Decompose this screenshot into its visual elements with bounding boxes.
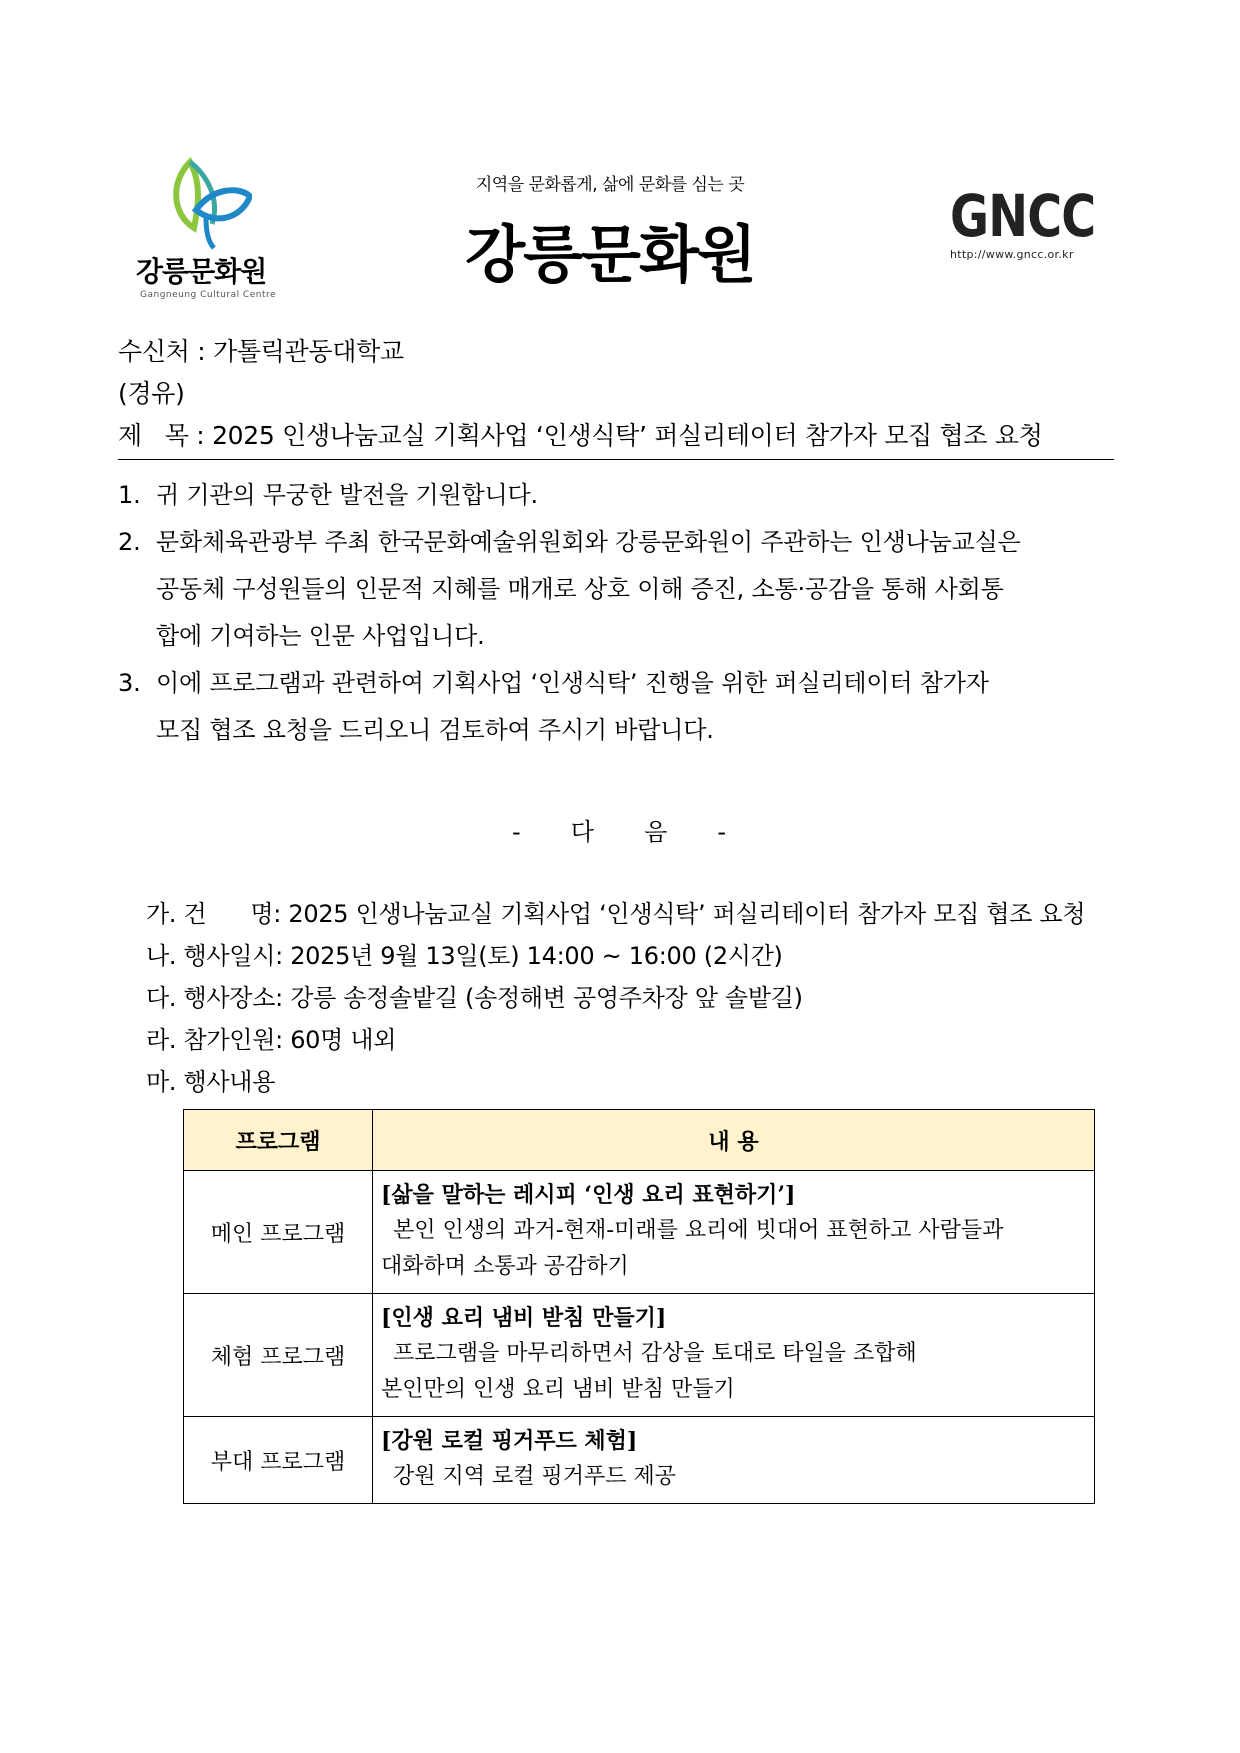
detail-event-location: 다. 행사장소: 강릉 송정솔밭길 (송정해변 공영주차장 앞 솔밭길): [146, 984, 803, 1012]
paragraph-text: 귀 기관의 무궁한 발전을 기원합니다.: [156, 481, 538, 509]
paragraph-text: 문화체육관광부 주최 한국문화예술위원회와 강릉문화원이 주관하는 인생나눔교실은: [156, 528, 1021, 556]
detail-event-content: 마. 행사내용: [146, 1068, 276, 1096]
program-description: 프로그램을 마무리하면서 감상을 토대로 타일을 조합해: [393, 1341, 917, 1366]
gncc-logo: [950, 182, 1120, 261]
table-row: [184, 1417, 1095, 1504]
leaf-logo-icon: [162, 152, 252, 252]
program-name: 체험 프로그램: [184, 1294, 373, 1417]
program-title: [삶을 말하는 레시피 ‘인생 요리 표현하기’]: [381, 1182, 796, 1208]
gncc-wordmark: GNCC: [950, 182, 1096, 250]
next-heading: - 다 음 -: [511, 818, 729, 846]
table-header-content: 내 용: [373, 1110, 1095, 1171]
letterhead-center: [430, 170, 790, 294]
via-line: (경유): [118, 379, 185, 408]
program-content: [373, 1417, 1095, 1504]
program-table: [183, 1109, 1095, 1504]
paragraph-number: 1.: [118, 481, 141, 509]
detail-event-name: 가. 건 명: 2025 인생나눔교실 기획사업 ‘인생식탁’ 퍼실리테이터 참가자 모집 협조 요청: [146, 900, 1086, 928]
program-description: 본인 인생의 과거-현재-미래를 요리에 빗대어 표현하고 사람들과: [393, 1218, 1004, 1243]
paragraph-1: [118, 472, 538, 519]
gangneung-culture-center-logo: [128, 152, 288, 302]
paragraph-number: 3.: [118, 669, 141, 697]
recipient-label: 수신처 :: [118, 337, 213, 366]
slogan: 지역을 문화롭게, 삶에 문화를 심는 곳: [475, 175, 745, 195]
subject-label: 제 목 :: [118, 421, 213, 450]
program-name: 부대 프로그램: [184, 1417, 373, 1504]
table-header-row: [184, 1110, 1095, 1171]
program-description: 강원 지역 로컬 핑거푸드 제공: [393, 1464, 676, 1489]
paragraph-text: 이에 프로그램과 관련하여 기획사업 ‘인생식탁’ 진행을 위한 퍼실리테이터 참가자: [156, 669, 989, 697]
logo-name: 강릉문화원: [136, 255, 267, 288]
program-title: [인생 요리 냄비 받침 만들기]: [381, 1305, 667, 1331]
recipient-value: 가톨릭관동대학교: [212, 337, 404, 366]
gncc-url: http://www.gncc.or.kr: [950, 248, 1074, 261]
table-row: [184, 1171, 1095, 1294]
program-title: [강원 로컬 핑거푸드 체험]: [381, 1428, 638, 1454]
paragraph-text: 공동체 구성원들의 인문적 지혜를 매개로 상호 이해 증진, 소통·공감을 통해 사회통: [156, 575, 1004, 603]
subject-value: 2025 인생나눔교실 기획사업 ‘인생식탁’ 퍼실리테이터 참가자 모집 협조 요청: [212, 421, 1043, 450]
recipient-line: [118, 332, 404, 368]
detail-event-datetime: 나. 행사일시: 2025년 9월 13일(토) 14:00 ~ 16:00 (2시간): [146, 942, 783, 970]
table-header-program: 프로그램: [184, 1110, 373, 1171]
program-description: 대화하며 소통과 공감하기: [381, 1254, 629, 1279]
table-row: [184, 1294, 1095, 1417]
paragraph-text: 합에 기여하는 인문 사업입니다.: [156, 622, 485, 650]
detail-participants: 라. 참가인원: 60명 내외: [146, 1026, 397, 1054]
program-description: 본인만의 인생 요리 냄비 받침 만들기: [381, 1377, 735, 1402]
logo-subtitle: Gangneung Cultural Centre: [140, 290, 277, 300]
paragraph-2: [118, 519, 1021, 660]
subject-line: [118, 416, 1043, 452]
program-content: [373, 1294, 1095, 1417]
organization-title: 강릉문화원: [465, 218, 755, 291]
program-name: 메인 프로그램: [184, 1171, 373, 1294]
header-divider: [118, 459, 1114, 460]
paragraph-text: 모집 협조 요청을 드리오니 검토하여 주시기 바랍니다.: [156, 716, 714, 744]
program-content: [373, 1171, 1095, 1294]
paragraph-3: [118, 660, 989, 754]
paragraph-number: 2.: [118, 528, 141, 556]
